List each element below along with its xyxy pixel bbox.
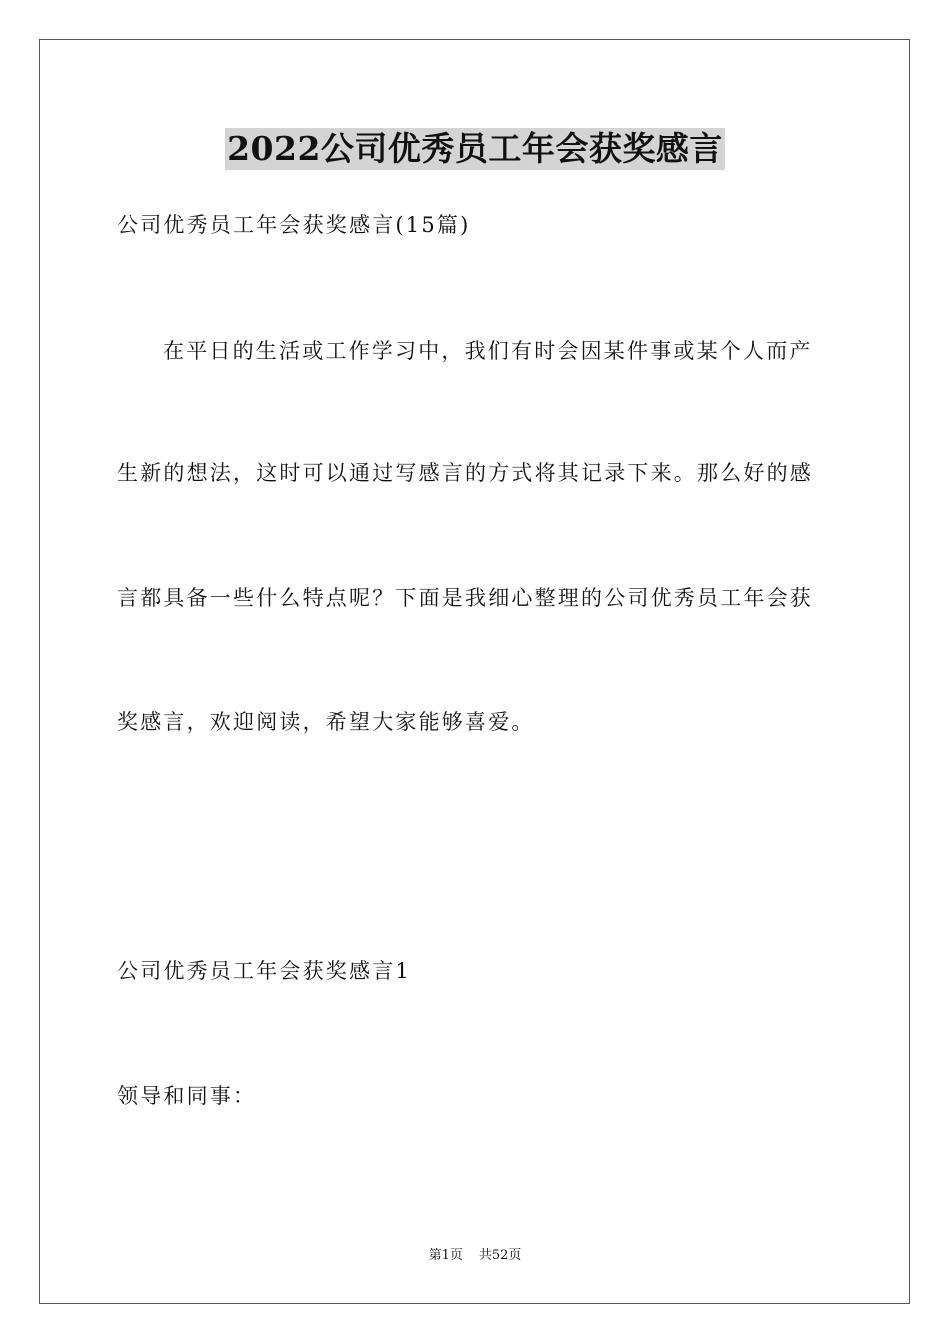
intro-line-3: 言都具备一些什么特点呢？下面是我细心整理的公司优秀员工年会获 <box>117 586 813 610</box>
document-title: 2022公司优秀员工年会获奖感言 <box>227 129 723 168</box>
intro-line-4: 奖感言，欢迎阅读，希望大家能够喜爱。 <box>117 710 535 734</box>
salutation: 领导和同事： <box>117 1084 257 1108</box>
page-footer <box>0 1247 950 1265</box>
section-heading: 公司优秀员工年会获奖感言1 <box>117 959 411 983</box>
document-subtitle: 公司优秀员工年会获奖感言(15篇) <box>117 213 471 237</box>
title-container <box>0 128 950 170</box>
intro-line-2: 生新的想法，这时可以通过写感言的方式将其记录下来。那么好的感 <box>117 461 813 485</box>
page-total: 共52页 <box>478 1248 522 1263</box>
page-number: 第1页 <box>428 1248 463 1263</box>
intro-line-1: 在平日的生活或工作学习中，我们有时会因某件事或某个人而产 <box>163 339 813 363</box>
